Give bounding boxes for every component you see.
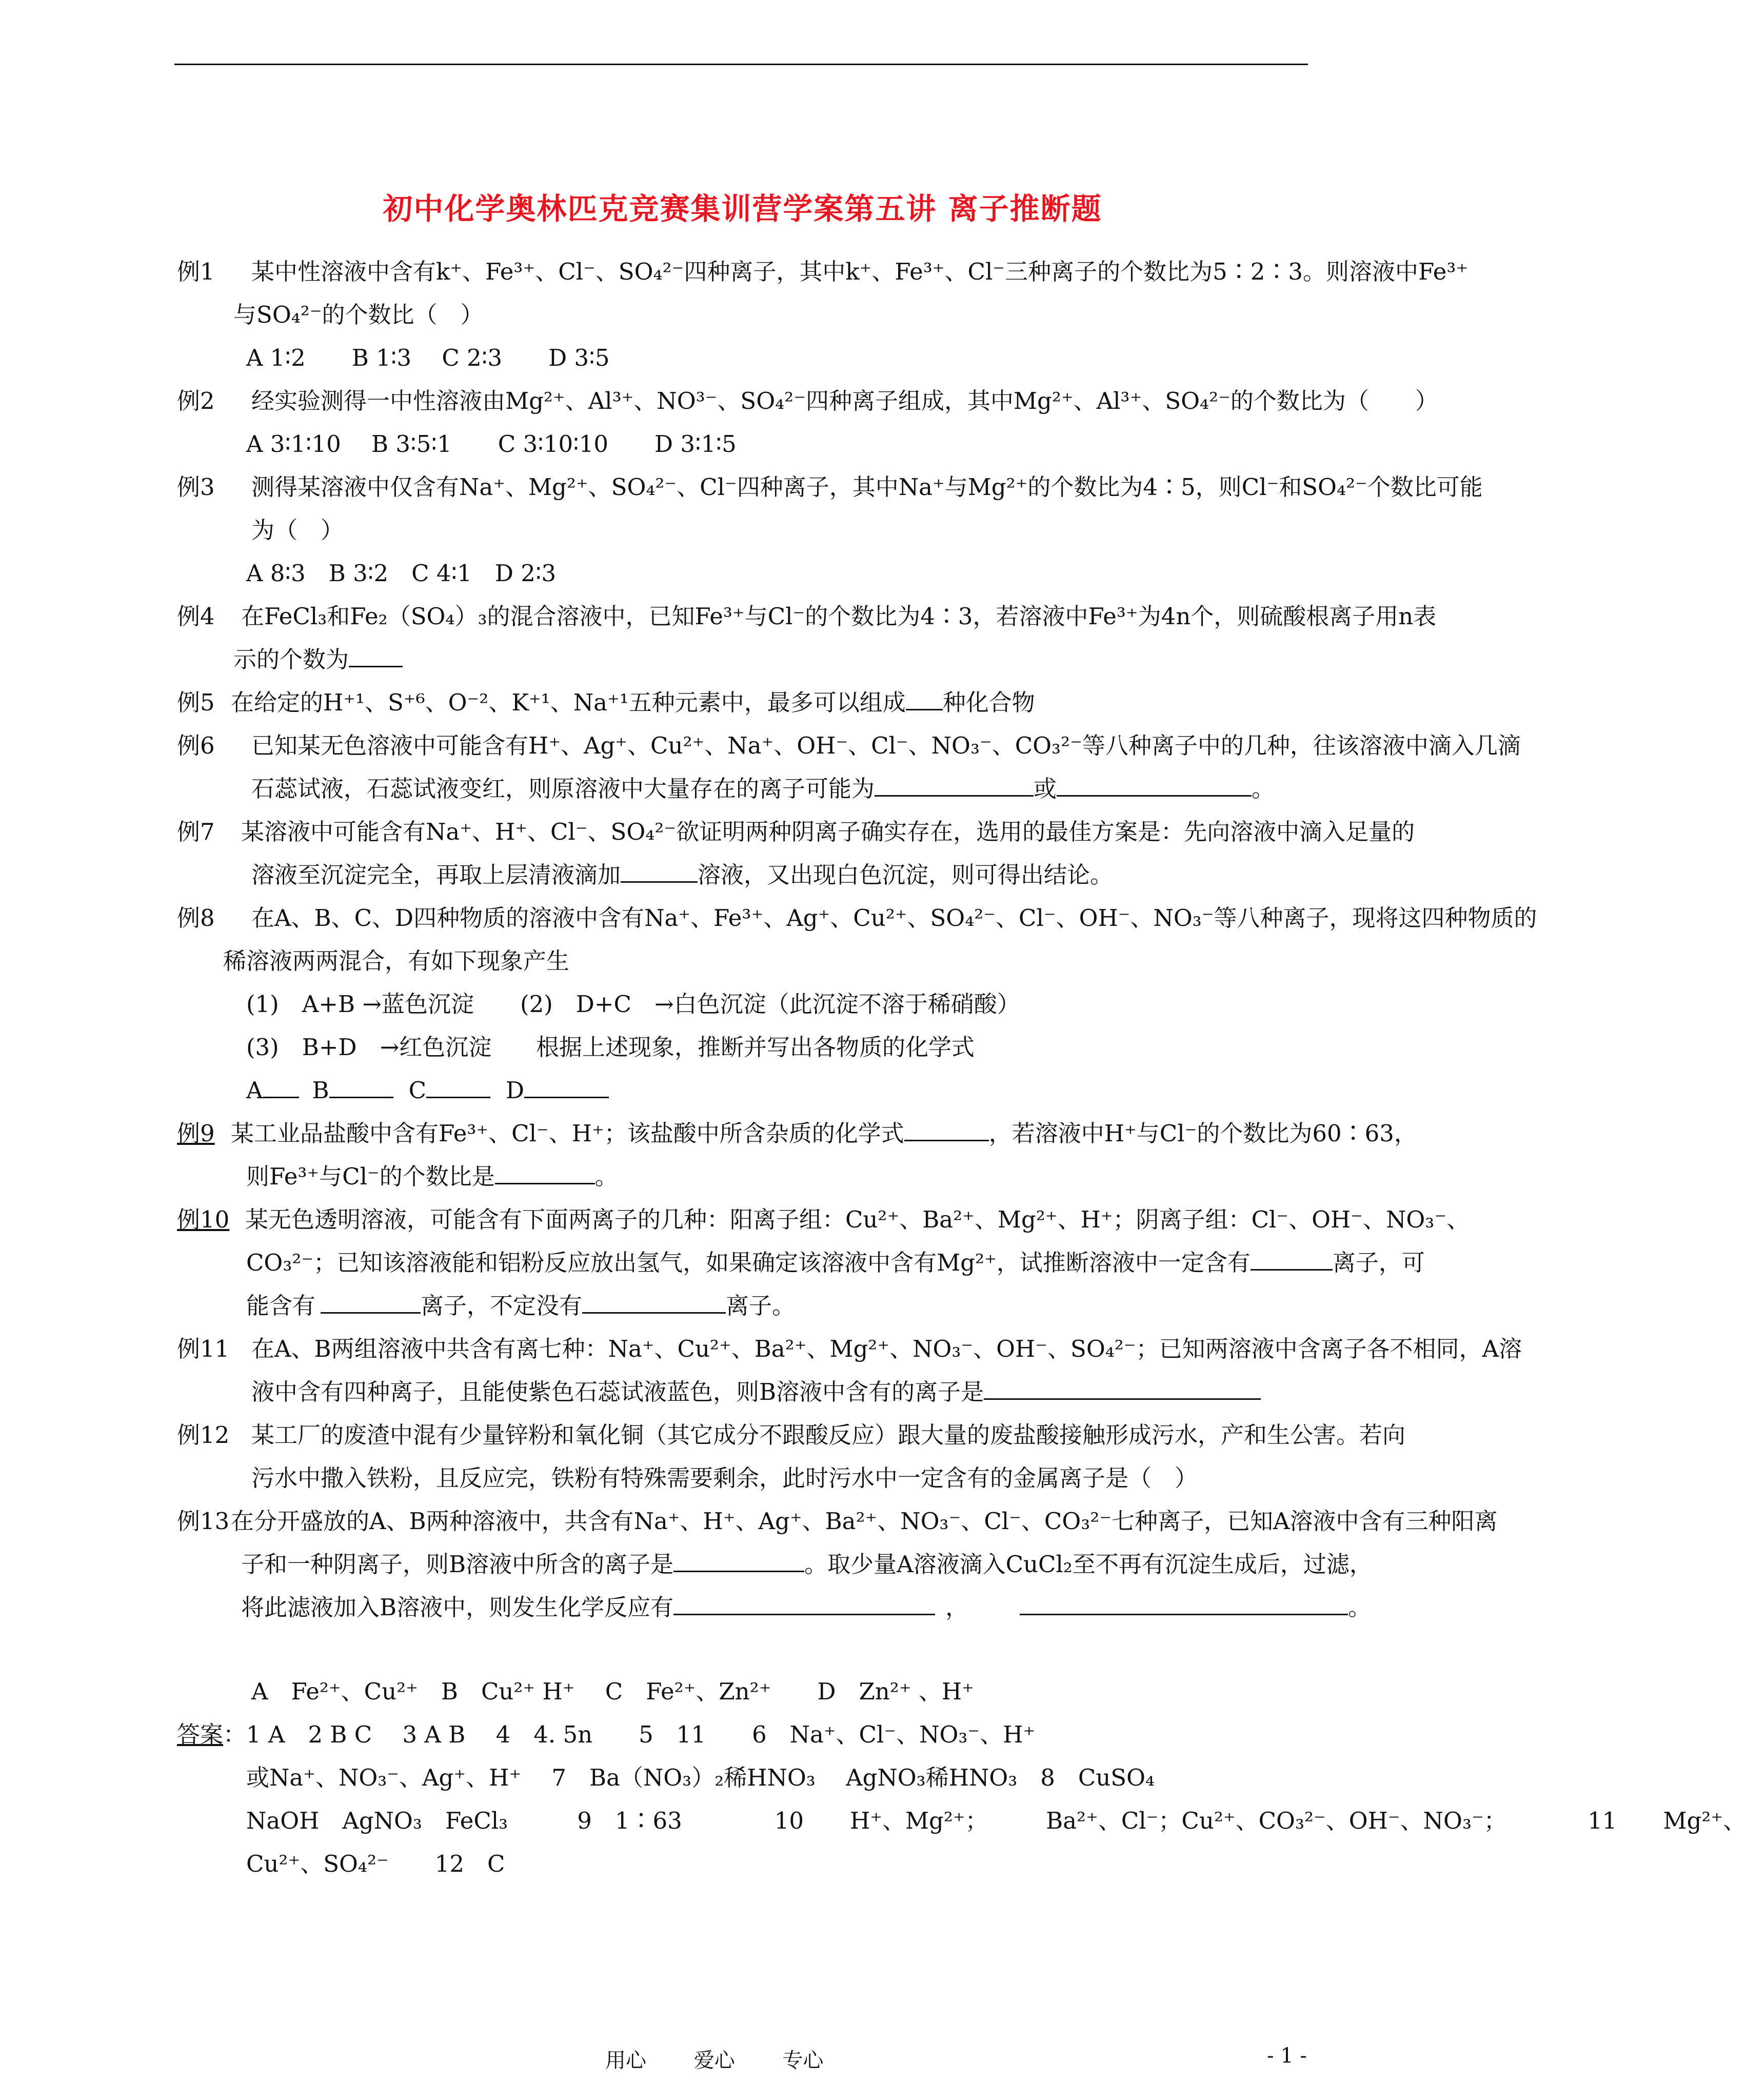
q9-label: 例9 bbox=[177, 1120, 215, 1147]
q13-end: 。 bbox=[1348, 1594, 1372, 1621]
q8-text-2: 稀溶液两两混合，有如下现象产生 bbox=[223, 947, 570, 975]
q7-text-2 bbox=[251, 860, 1113, 890]
q7-text-1: 某溶液中可能含有Na⁺、H⁺、Cl⁻、SO₄²⁻欲证明两种阴离子确实存在，选用的最佳方案是：先向溶液中滴入足量的 bbox=[241, 818, 1415, 845]
q13-prompt-3: 将此滤液加入B溶液中，则发生化学反应有 bbox=[241, 1594, 674, 1621]
page-title: 初中化学奥林匹克竞赛集训营学案第五讲 离子推断题 bbox=[383, 191, 1102, 226]
q5-prompt: 在给定的H⁺¹、S⁺⁶、O⁻²、K⁺¹、Na⁺¹五种元素中，最多可以组成 bbox=[231, 689, 906, 716]
q1-text-1: 某中性溶液中含有k⁺、Fe³⁺、Cl⁻、SO₄²⁻四种离子，其中k⁺、Fe³⁺、Cl⁻三种离子的个数比为5∶2∶3。则溶液中Fe³⁺ bbox=[251, 258, 1469, 285]
q3-options: A 8∶3 B 3∶2 C 4∶1 D 2∶3 bbox=[246, 560, 557, 587]
q6-answer-blank-1[interactable] bbox=[875, 774, 1034, 797]
q2-options: A 3∶1∶10 B 3∶5∶1 C 3∶10∶10 D 3∶1∶5 bbox=[246, 430, 737, 458]
q8-text-1: 在A、B、C、D四种物质的溶液中含有Na⁺、Fe³⁺、Ag⁺、Cu²⁺、SO₄²⁻、Cl⁻、OH⁻、NO₃⁻等八种离子，现将这四种物质的 bbox=[251, 904, 1537, 932]
q13-text-2b: 。取少量A溶液滴入CuCl₂至不再有沉淀生成后，过滤， bbox=[804, 1551, 1373, 1578]
q4-answer-blank[interactable] bbox=[349, 644, 403, 667]
q3-text-2: 为（ ） bbox=[251, 517, 344, 544]
q5-label: 例5 bbox=[177, 689, 215, 716]
answers-label: 答案 bbox=[177, 1721, 224, 1748]
answers-row-2: 或Na⁺、NO₃⁻、Ag⁺、H⁺ 7 Ba（NO₃）₂稀HNO₃ AgNO₃稀HNO₃ 8 CuSO₄ bbox=[246, 1764, 1155, 1791]
q10-text-3b: 离子，不定没有 bbox=[421, 1292, 583, 1319]
answers-row-1 bbox=[177, 1719, 1035, 1750]
q8-c-label: C bbox=[408, 1077, 427, 1104]
q11-answer-blank[interactable] bbox=[984, 1377, 1261, 1400]
q2-text-1: 经实验测得一中性溶液由Mg²⁺、Al³⁺、NO³⁻、SO₄²⁻四种离子组成，其中Mg²⁺、Al³⁺、SO₄²⁻的个数比为（ ） bbox=[251, 387, 1438, 414]
q10-end: 离子。 bbox=[726, 1292, 796, 1319]
q7-answer-blank[interactable] bbox=[621, 860, 698, 883]
q12-text-1: 某工厂的废渣中混有少量锌粉和氧化铜（其它成分不跟酸反应）跟大量的废盐酸接触形成污水，产和生公害。若向 bbox=[251, 1421, 1406, 1449]
footer-motto: 用心 爱心 专心 bbox=[605, 2049, 824, 2072]
q6-label: 例6 bbox=[177, 732, 215, 759]
q8-a-blank[interactable] bbox=[263, 1075, 299, 1098]
q11-label: 例11 bbox=[177, 1335, 230, 1362]
q3-label: 例3 bbox=[177, 473, 215, 501]
q3-text-1: 测得某溶液中仅含有Na⁺、Mg²⁺、SO₄²⁻、Cl⁻四种离子，其中Na⁺与Mg²⁺的个数比为4∶5，则Cl⁻和SO₄²⁻个数比可能 bbox=[251, 473, 1483, 501]
q10-label: 例10 bbox=[177, 1206, 230, 1233]
q6-end: 。 bbox=[1252, 775, 1275, 802]
q8-condition-3: (3) B+D →红色沉淀 bbox=[246, 1034, 492, 1061]
q8-d-blank[interactable] bbox=[524, 1075, 609, 1098]
q7-suffix: 溶液，又出现白色沉淀，则可得出结论。 bbox=[698, 861, 1114, 888]
q10-text-2 bbox=[246, 1247, 1425, 1278]
q4-prompt: 示的个数为 bbox=[233, 646, 349, 673]
q10-prompt-3: 能含有 bbox=[246, 1292, 316, 1319]
q2-label: 例2 bbox=[177, 387, 215, 414]
q10-answer-blank-2[interactable] bbox=[321, 1291, 421, 1314]
q9-answer-blank-2[interactable] bbox=[495, 1161, 595, 1184]
q6-or: 或 bbox=[1034, 775, 1057, 802]
q13-text-2 bbox=[241, 1549, 1373, 1580]
q9-text-2 bbox=[246, 1161, 618, 1192]
q9-prompt-2: 则Fe³⁺与Cl⁻的个数比是 bbox=[246, 1163, 495, 1190]
q9-end: 。 bbox=[594, 1163, 618, 1190]
q8-condition-1-2: (1) A+B →蓝色沉淀 (2) D+C →白色沉淀（此沉淀不溶于稀硝酸） bbox=[246, 990, 1020, 1018]
q12-label: 例12 bbox=[177, 1421, 230, 1449]
q6-prompt: 石蕊试液，石蕊试液变红，则原溶液中大量存在的离子可能为 bbox=[251, 775, 875, 802]
answers-text-1: ：1 A 2 B C 3 A B 4 4. 5n 5 11 6 Na⁺、Cl⁻、NO₃⁻、H⁺ bbox=[223, 1721, 1036, 1748]
q9-answer-blank-1[interactable] bbox=[904, 1118, 989, 1141]
q7-prompt: 溶液至沉淀完全，再取上层清液滴加 bbox=[251, 861, 621, 888]
q4-label: 例4 bbox=[177, 603, 215, 630]
q8-b-blank[interactable] bbox=[329, 1075, 393, 1098]
q8-answer-row bbox=[246, 1075, 609, 1106]
q1-options: A 1∶2 B 1∶3 C 2∶3 D 3∶5 bbox=[246, 344, 610, 371]
q13-text-3 bbox=[241, 1592, 1371, 1623]
q11-text-1: 在A、B两组溶液中共含有离七种：Na⁺、Cu²⁺、Ba²⁺、Mg²⁺、NO₃⁻、OH⁻、SO₄²⁻；已知两溶液中含离子各不相同，A溶 bbox=[251, 1335, 1522, 1362]
q12-text-2: 污水中撒入铁粉，且反应完，铁粉有特殊需要剩余，此时污水中一定含有的金属离子是（ ） bbox=[251, 1464, 1198, 1492]
q10-text-1: 某无色透明溶液，可能含有下面两离子的几种：阳离子组：Cu²⁺、Ba²⁺、Mg²⁺、H⁺；阴离子组：Cl⁻、OH⁻、NO₃⁻、 bbox=[245, 1206, 1470, 1233]
q11-prompt: 液中含有四种离子，且能使紫色石蕊试液蓝色，则B溶液中含有的离子是 bbox=[251, 1378, 984, 1405]
q8-d-label: D bbox=[506, 1077, 525, 1104]
q1-label: 例1 bbox=[177, 258, 215, 285]
q5-answer-blank[interactable] bbox=[906, 687, 943, 710]
page-number: - 1 - bbox=[1267, 2044, 1307, 2068]
q1-text-2: 与SO₄²⁻的个数比（ ） bbox=[233, 301, 484, 328]
q8-b-label: B bbox=[312, 1077, 329, 1104]
q6-answer-blank-2[interactable] bbox=[1057, 774, 1252, 797]
answers-row-4: Cu²⁺、SO₄²⁻ 12 C bbox=[246, 1850, 505, 1877]
q13-prompt-2: 子和一种阴离子，则B溶液中所含的离子是 bbox=[241, 1551, 674, 1578]
q13-label: 例13 bbox=[177, 1508, 230, 1535]
q12-options: A Fe²⁺、Cu²⁺ B Cu²⁺ H⁺ C Fe²⁺、Zn²⁺ D Zn²⁺ 、H⁺ bbox=[251, 1678, 974, 1705]
q10-prompt-2: CO₃²⁻；已知该溶液能和铝粉反应放出氢气，如果确定该溶液中含有Mg²⁺，试推断溶液中一定含有 bbox=[246, 1249, 1251, 1276]
q10-text-3 bbox=[246, 1291, 795, 1321]
q8-a-label: A bbox=[246, 1077, 263, 1104]
q11-text-2 bbox=[251, 1377, 1261, 1408]
q13-sep: ， bbox=[945, 1594, 969, 1621]
q4-text-1: 在FeCl₃和Fe₂（SO₄）₃的混合溶液中，已知Fe³⁺与Cl⁻的个数比为4∶3，若溶液中Fe³⁺为4n个，则硫酸根离子用n表 bbox=[241, 603, 1437, 630]
q9-prompt: 某工业品盐酸中含有Fe³⁺、Cl⁻、H⁺；该盐酸中所含杂质的化学式 bbox=[231, 1120, 904, 1147]
q9-text-1 bbox=[231, 1118, 1417, 1149]
q5-suffix: 种化合物 bbox=[942, 689, 1035, 716]
q9-text-1b: ，若溶液中H⁺与Cl⁻的个数比为60∶63， bbox=[988, 1120, 1417, 1147]
q13-text-1: 在分开盛放的A、B两种溶液中，共含有Na⁺、H⁺、Ag⁺、Ba²⁺、NO₃⁻、Cl⁻、CO₃²⁻七种离子，已知A溶液中含有三种阳离 bbox=[231, 1508, 1498, 1535]
q8-c-blank[interactable] bbox=[426, 1075, 490, 1098]
q10-text-2b: 离子，可 bbox=[1332, 1249, 1425, 1276]
q7-label: 例7 bbox=[177, 818, 215, 845]
q10-answer-blank-3[interactable] bbox=[582, 1291, 726, 1314]
q13-answer-blank-2[interactable] bbox=[673, 1592, 935, 1615]
q10-answer-blank-1[interactable] bbox=[1251, 1247, 1333, 1271]
q4-text-2 bbox=[233, 644, 403, 675]
q8-label: 例8 bbox=[177, 904, 215, 932]
header-rule bbox=[174, 64, 1308, 65]
q6-text-1: 已知某无色溶液中可能含有H⁺、Ag⁺、Cu²⁺、Na⁺、OH⁻、Cl⁻、NO₃⁻、CO₃²⁻等八种离子中的几种，往该溶液中滴入几滴 bbox=[251, 732, 1521, 759]
q6-text-2 bbox=[251, 774, 1275, 804]
q13-answer-blank-3[interactable] bbox=[1020, 1592, 1348, 1615]
q8-instruction: 根据上述现象，推断并写出各物质的化学式 bbox=[536, 1034, 975, 1061]
q13-answer-blank-1[interactable] bbox=[673, 1549, 804, 1572]
q5-text-1 bbox=[231, 687, 1035, 718]
answers-row-3: NaOH AgNO₃ FeCl₃ 9 1∶63 10 H⁺、Mg²⁺； Ba²⁺、Cl⁻；Cu²⁺、CO₃²⁻、OH⁻、NO₃⁻； 11 Mg²⁺、 bbox=[246, 1807, 1746, 1834]
